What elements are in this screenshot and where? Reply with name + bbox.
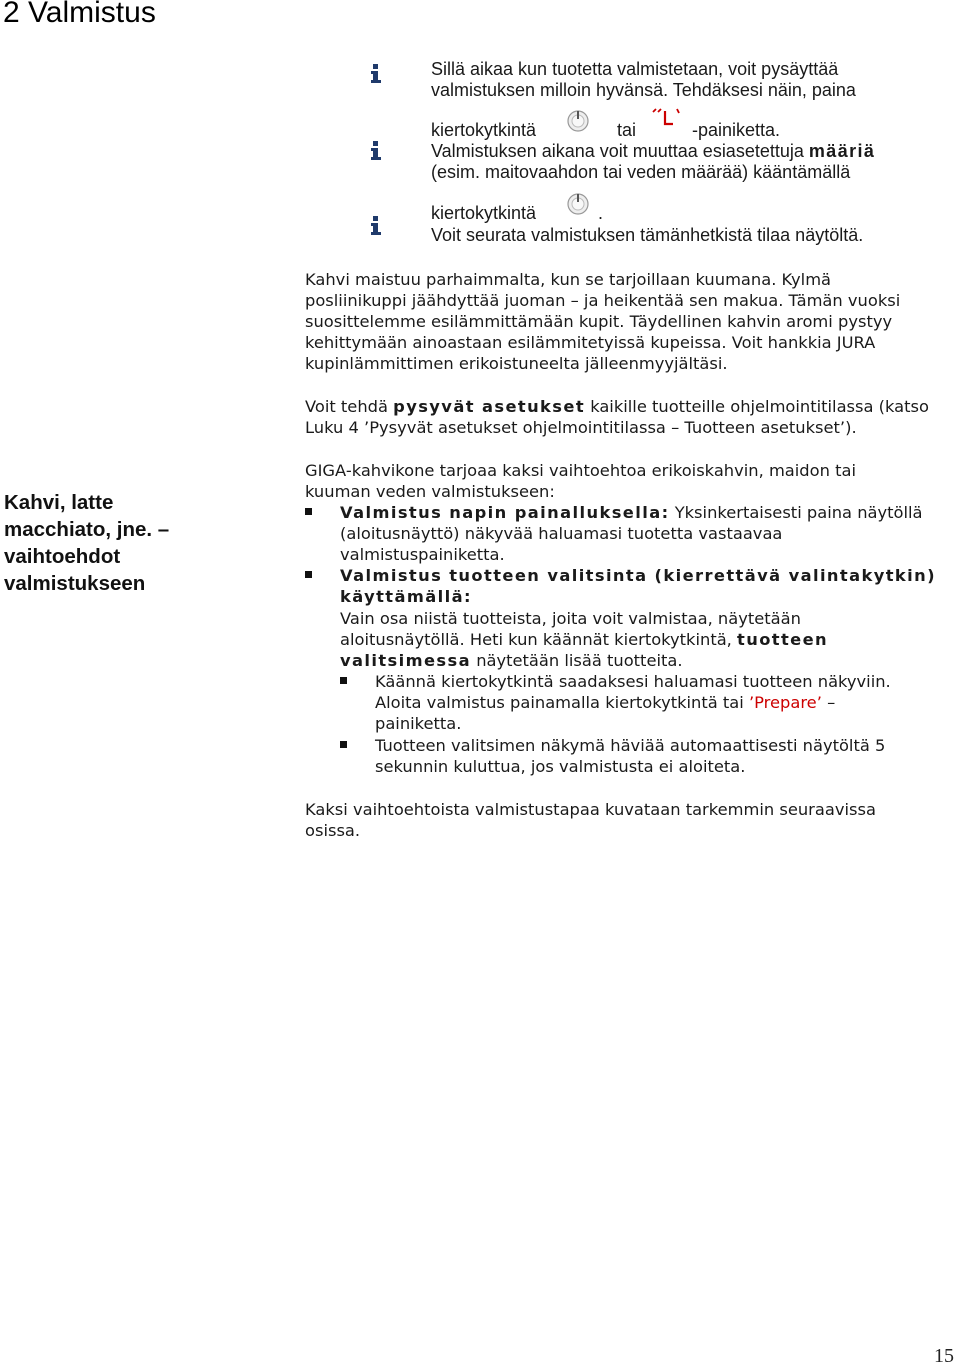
paragraph-2-line-2: Luku 4 ’Pysyvät asetukset ohjelmointitilassa – Tuotteen asetukset’). <box>305 418 857 437</box>
sub-bullet-marker <box>340 677 347 684</box>
info-icon <box>368 140 382 162</box>
paragraph-2-line-1: Voit tehdä pysyvät asetukset kaikille tuotteille ohjelmointitilassa (katso <box>305 397 929 416</box>
info-note-1-line-1: Sillä aikaa kun tuotetta valmistetaan, voit pysäyttää <box>431 59 839 79</box>
bullet-2-line-2: käyttämällä: <box>340 587 472 606</box>
closing-line-1: Kaksi vaihtoehtoista valmistustapaa kuvataan tarkemmin seuraavissa <box>305 800 876 819</box>
closing-line-2: osissa. <box>305 821 361 840</box>
info-note-1-line-3b: tai <box>617 120 637 140</box>
bullet-2-line-5: valitsimessa näytetään lisää tuotteita. <box>340 651 683 670</box>
bullet-2-line-1: Valmistus tuotteen valitsinta (kierrettävä valintakytkin) <box>340 566 936 585</box>
rotary-knob-icon <box>565 107 591 133</box>
paragraph-1-line-4: kehittymään ainoastaan esilämmitetyissä kupeissa. Voit hankkia JURA <box>305 333 876 352</box>
paragraph-1-line-5: kupinlämmittimen erikoistuneelta jälleenmyyjältäsi. <box>305 354 728 373</box>
side-heading-line-4: valmistukseen <box>4 572 146 595</box>
paragraph-1-line-2: posliinikuppi jäähdyttää juoman – ja heikentää sen makua. Tämän vuoksi <box>305 291 901 310</box>
sub-bullet-1-line-1: Käännä kiertokytkintä saadaksesi haluamasi tuotteen näkyviin. <box>375 672 891 691</box>
section-intro-line-1: GIGA-kahvikone tarjoaa kaksi vaihtoehtoa erikoiskahvin, maidon tai <box>305 461 856 480</box>
info-note-2-line-3a: kiertokytkintä <box>431 203 537 223</box>
page-number: 15 <box>934 1345 954 1367</box>
sub-bullet-2-line-1: Tuotteen valitsimen näkymä häviää automaattisesti näytöltä 5 <box>375 736 886 755</box>
info-note-1-line-3a: kiertokytkintä <box>431 120 537 140</box>
info-note-2-line-3b: . <box>598 203 604 223</box>
sub-bullet-2-line-2: sekunnin kuluttua, jos valmistusta ei aloiteta. <box>375 757 746 776</box>
sub-bullet-marker <box>340 741 347 748</box>
sub-bullet-1-line-2: Aloita valmistus painamalla kiertokytkintä tai ’Prepare’ – <box>375 693 836 712</box>
bullet-marker <box>305 508 312 515</box>
info-note-1-line-3c: -painiketta. <box>692 120 781 140</box>
side-heading-line-1: Kahvi, latte <box>4 491 114 514</box>
info-icon <box>368 63 382 85</box>
return-button-icon <box>650 108 684 132</box>
bullet-1-line-2: (aloitusnäyttö) näkyvää haluamasi tuotetta vastaavaa <box>340 524 783 543</box>
rotary-knob-icon <box>565 190 591 216</box>
info-icon <box>368 215 382 237</box>
sub-bullet-1-line-3: painiketta. <box>375 714 462 733</box>
side-heading <box>4 489 204 597</box>
bullet-2-line-4: aloitusnäytöllä. Heti kun käännät kiertokytkintä, tuotteen <box>340 630 829 649</box>
side-heading-line-2: macchiato, jne. – <box>4 518 170 541</box>
info-note-3-line-1: Voit seurata valmistuksen tämänhetkistä tilaa näytöltä. <box>431 225 864 245</box>
bullet-marker <box>305 571 312 578</box>
bullet-1-line-3: valmistuspainiketta. <box>340 545 505 564</box>
info-note-1-line-2: valmistuksen milloin hyvänsä. Tehdäksesi näin, paina <box>431 80 856 100</box>
side-heading-line-3: vaihtoehdot <box>4 545 121 568</box>
section-intro-line-2: kuuman veden valmistukseen: <box>305 482 555 501</box>
info-note-2-line-2: (esim. maitovaahdon tai veden määrää) kääntämällä <box>431 162 851 182</box>
bullet-2-line-3: Vain osa niistä tuotteista, joita voit valmistaa, näytetään <box>340 609 801 628</box>
paragraph-1-line-1: Kahvi maistuu parhaimmalta, kun se tarjoillaan kuumana. Kylmä <box>305 270 832 289</box>
info-note-2-line-1: Valmistuksen aikana voit muuttaa esiasetettuja määriä <box>431 141 876 161</box>
paragraph-1-line-3: suosittelemme esilämmittämään kupit. Täydellinen kahvin aromi pystyy <box>305 312 893 331</box>
bullet-1-line-1: Valmistus napin painalluksella: Yksinkertaisesti paina näytöllä <box>340 503 923 522</box>
prepare-label: ’Prepare’ <box>748 693 822 712</box>
page-title: 2 Valmistus <box>3 0 156 29</box>
